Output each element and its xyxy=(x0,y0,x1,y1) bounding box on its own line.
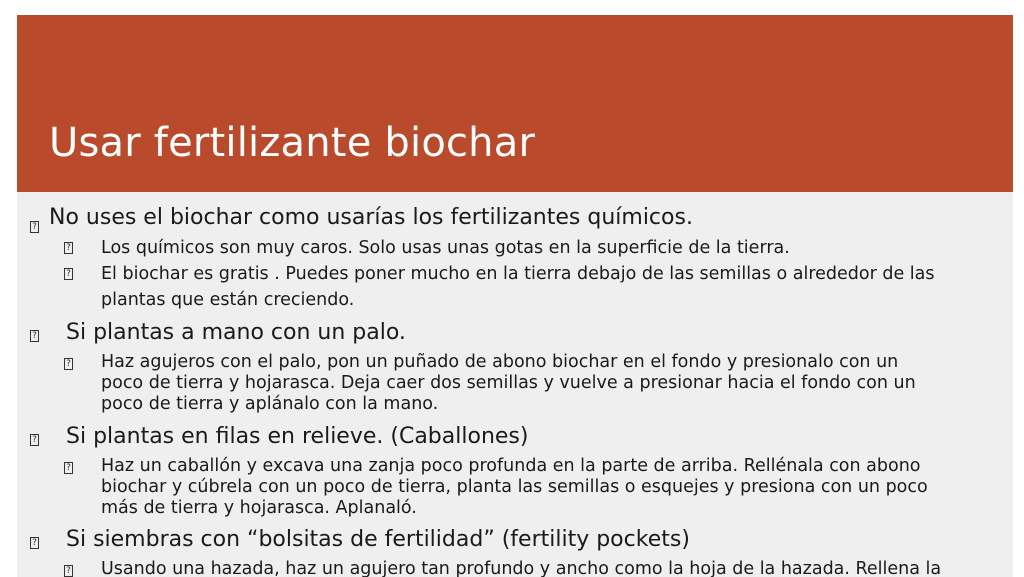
bullet-marker-icon: ? xyxy=(30,537,39,549)
sub-bullet-text: poco de tierra y hojarasca. Deja caer dos semillas y vuelve a presionar hacia el fondo con un xyxy=(101,373,916,393)
sub-bullet-text: El biochar es gratis . Puedes poner mucho en la tierra debajo de las semillas o alrededor de las xyxy=(101,264,935,284)
sub-bullet-marker-icon: ? xyxy=(64,268,73,280)
sub-bullet-text: poco de tierra y aplánalo con la mano. xyxy=(101,394,439,414)
bullet-marker-icon: ? xyxy=(30,330,39,342)
sub-bullet-marker-icon: ? xyxy=(64,242,73,254)
bullet-text: Si plantas en filas en relieve. (Caballones) xyxy=(66,424,529,449)
sub-bullet-text: plantas que están creciendo. xyxy=(101,290,355,310)
sub-bullet-text: Haz un caballón y excava una zanja poco profunda en la parte de arriba. Rellénala con abono xyxy=(101,456,921,476)
sub-bullet-marker-icon: ? xyxy=(64,462,73,474)
slide-title: Usar fertilizante biochar xyxy=(49,120,536,166)
bullet-text: Si siembras con “bolsitas de fertilidad” (fertility pockets) xyxy=(66,527,690,552)
sub-bullet-text: Usando una hazada, haz un agujero tan profundo y ancho como la hoja de la hazada. Rellena la xyxy=(101,559,942,577)
slide xyxy=(17,15,1013,577)
bullet-marker-icon: ? xyxy=(30,434,39,446)
sub-bullet-text: Haz agujeros con el palo, pon un puñado de abono biochar en el fondo y presionalo con un xyxy=(101,352,899,372)
sub-bullet-text: biochar y cúbrela con un poco de tierra, planta las semillas o esquejes y presiona con un poco xyxy=(101,477,928,497)
sub-bullet-marker-icon: ? xyxy=(64,358,73,370)
sub-bullet-marker-icon: ? xyxy=(64,565,73,577)
bullet-text: No uses el biochar como usarías los fertilizantes químicos. xyxy=(49,205,693,230)
sub-bullet-text: Los químicos son muy caros. Solo usas unas gotas en la superficie de la tierra. xyxy=(101,238,790,258)
bullet-marker-icon: ? xyxy=(30,221,39,233)
slide-body xyxy=(17,15,1013,577)
bullet-text: Si plantas a mano con un palo. xyxy=(66,320,406,345)
sub-bullet-text: más de tierra y hojarasca. Aplanaló. xyxy=(101,498,417,518)
